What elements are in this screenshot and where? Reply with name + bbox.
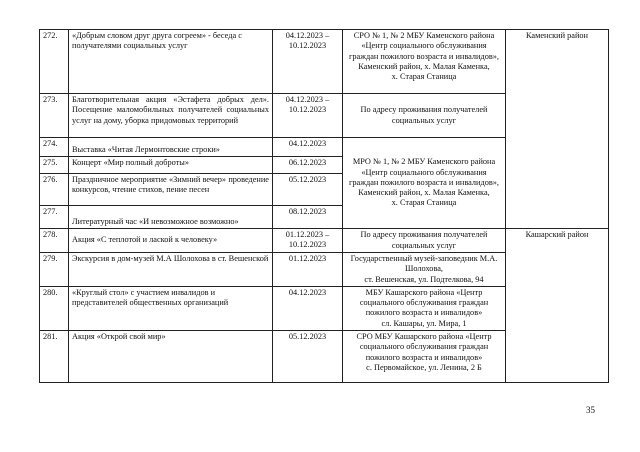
event-name: «Добрым словом друг друга согреем» - беседа с получателями социальных услуг: [69, 30, 273, 94]
row-number: 274.: [40, 138, 69, 157]
event-date: 05.12.2023: [273, 174, 343, 206]
place-line: сл. Кашары, ул. Мира, 1: [381, 318, 467, 328]
row-number: 277.: [40, 206, 69, 229]
place-line: МРО № 1, № 2 МБУ Каменского района: [352, 157, 496, 167]
event-date: 01.12.2023: [273, 253, 343, 287]
events-table: [39, 29, 609, 383]
place-line: «Центр социального обслуживания граждан пожилого возраста и инвалидов»,: [349, 167, 499, 187]
table-row: [40, 30, 609, 94]
row-number: 272.: [40, 30, 69, 94]
row-number: 273.: [40, 94, 69, 138]
event-name: Литературный час «И невозможное возможно»: [69, 206, 273, 229]
event-name: Акция «Открой свой мир»: [69, 331, 273, 383]
row-number: 281.: [40, 331, 69, 383]
event-date: 05.12.2023: [273, 331, 343, 383]
place-line: х. Старая Станица: [391, 198, 457, 208]
event-date: 08.12.2023: [273, 206, 343, 229]
event-place: [343, 253, 506, 287]
event-place: [343, 286, 506, 330]
table-row: [40, 229, 609, 253]
place-line: с. Первомайское, ул. Ленина, 2 Б: [366, 362, 482, 372]
event-date: 04.12.2023 – 10.12.2023: [273, 30, 343, 94]
event-date: 04.12.2023: [273, 286, 343, 330]
event-date: 04.12.2023 – 10.12.2023: [273, 94, 343, 138]
place-line: Каменский район, х. Малая Каменка,: [358, 61, 490, 71]
place-line: СРО № 1, № 2 МБУ Каменского района: [353, 31, 495, 40]
event-name: Праздничное мероприятие «Зимний вечер» проведение конкурсов, чтение стихов, пение песен: [69, 174, 273, 206]
row-number: 280.: [40, 286, 69, 330]
event-place: [343, 138, 506, 229]
event-place: [343, 94, 506, 138]
event-place: [343, 331, 506, 383]
place-line: ст. Вешенская, ул. Подтелкова, 94: [364, 274, 484, 284]
place-line: По адресу проживания получателей социальных услуг: [360, 230, 488, 250]
place-line: «Центр социального обслуживания граждан пожилого возраста и инвалидов»,: [349, 41, 499, 61]
row-number: 278.: [40, 229, 69, 253]
event-date: 04.12.2023: [273, 138, 343, 157]
place-line: Каменский район, х. Малая Каменка,: [358, 188, 490, 198]
district-cell: Каменский район: [506, 30, 609, 229]
event-name: «Круглый стол» с участием инвалидов и представителей общественных организаций: [69, 286, 273, 330]
row-number: 279.: [40, 253, 69, 287]
page-number: 35: [586, 405, 595, 415]
row-number: 275.: [40, 157, 69, 174]
event-name: Концерт «Мир полный доброты»: [69, 157, 273, 174]
place-line: х. Старая Станица: [391, 72, 457, 82]
place-line: Государственный музей-заповедник М.А. Шолохова,: [350, 254, 498, 274]
place-line: МБУ Кашарского района «Центр социального обслуживания граждан пожилого возраста и инвалидов»: [359, 287, 489, 318]
event-date: 01.12.2023 – 10.12.2023: [273, 229, 343, 253]
event-place: [343, 229, 506, 253]
event-name: Экскурсия в дом-музей М.А Шолохова в ст. Вешенской: [69, 253, 273, 287]
event-name: Акция «С теплотой и лаской к человеку»: [69, 229, 273, 253]
place-line: По адресу проживания получателей социальных услуг: [360, 105, 488, 125]
place-line: СРО МБУ Кашарского района «Центр социального обслуживания граждан пожилого возраста и инвалидов»: [356, 332, 492, 362]
event-name: Благотворительная акция «Эстафета добрых дел». Посещение маломобильных получателей социальных услуг на дому, уборка придомовых территорий: [69, 94, 273, 138]
district-cell: Кашарский район: [506, 229, 609, 383]
event-place: [343, 30, 506, 94]
event-date: 06.12.2023: [273, 157, 343, 174]
row-number: 276.: [40, 174, 69, 206]
event-name: Выставка «Читая Лермонтовские строки»: [69, 138, 273, 157]
